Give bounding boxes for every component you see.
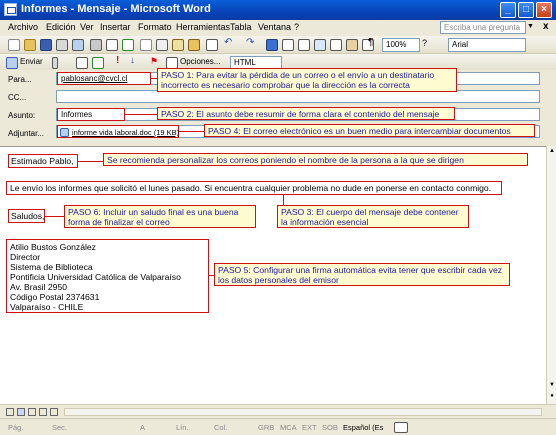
columns-icon[interactable]	[330, 39, 342, 51]
to-value: pablosanc@cvcl.cl	[61, 74, 128, 83]
minimize-button[interactable]: _	[500, 2, 516, 18]
send-icon[interactable]	[6, 57, 18, 69]
font-select[interactable]: Arial	[448, 38, 526, 52]
status-section: Sec.	[52, 423, 68, 432]
tables-borders-icon[interactable]	[282, 39, 294, 51]
maximize-button[interactable]: □	[518, 2, 534, 18]
insert-excel-icon[interactable]	[314, 39, 326, 51]
status-ext[interactable]: EXT	[302, 423, 317, 432]
connector-paso6	[45, 216, 65, 217]
insert-table-icon[interactable]	[298, 39, 310, 51]
horizontal-scrollbar[interactable]	[64, 408, 542, 416]
cut-icon[interactable]	[156, 39, 168, 51]
status-line: Lín.	[176, 423, 189, 432]
email-icon[interactable]	[72, 39, 84, 51]
reading-view-icon[interactable]	[50, 408, 58, 416]
status-bar	[0, 418, 556, 435]
attach-value[interactable]: informe vida laboral.doc (19 KB)	[72, 128, 180, 137]
signature-line: Director	[10, 252, 41, 262]
menu-herramientas[interactable]: Herramientas	[176, 22, 231, 32]
address-book-icon[interactable]	[76, 57, 88, 69]
check-names-icon[interactable]	[92, 57, 104, 69]
callout-paso4: PASO 4: El correo electrónico es un buen medio para intercambiar documentos	[204, 124, 535, 137]
drawing-icon[interactable]	[346, 39, 358, 51]
connector-paso4	[179, 131, 205, 132]
connector-greeting	[78, 161, 104, 162]
print-layout-icon[interactable]	[28, 408, 36, 416]
callout-paso1: PASO 1: Para evitar la pérdida de un correo o el envío a un destinatario incorrecto es necesario comprobar que la dirección es la correcta	[157, 68, 457, 92]
status-grb[interactable]: GRB	[258, 423, 275, 432]
new-document-icon[interactable]	[8, 39, 20, 51]
save-icon[interactable]	[40, 39, 52, 51]
status-a: A	[140, 423, 146, 432]
paste-icon[interactable]	[188, 39, 200, 51]
menu-bar	[0, 20, 556, 36]
signature-line: Valparaíso - CHILE	[10, 302, 84, 312]
to-label[interactable]: Para...	[8, 75, 32, 84]
callout-paso2: PASO 2: El asunto debe resumir de forma clara el contenido del mensaje	[157, 107, 455, 120]
importance-high-icon[interactable]: !	[116, 55, 120, 66]
message-body[interactable]	[0, 146, 546, 404]
closing-text: Saludos,	[11, 211, 45, 221]
flag-icon[interactable]: ⚑	[150, 56, 159, 66]
copy-icon[interactable]	[172, 39, 184, 51]
attach-label[interactable]: Adjuntar...	[8, 129, 45, 138]
menu-formato[interactable]: Formato	[138, 22, 172, 32]
status-page: Pág.	[8, 423, 24, 432]
format-select[interactable]: HTML	[230, 56, 282, 70]
subject-value: Informes	[61, 110, 93, 119]
close-button[interactable]: ×	[536, 2, 552, 18]
undo-icon[interactable]: ↶	[224, 37, 233, 48]
scroll-up-icon[interactable]: ▲	[549, 148, 555, 154]
status-mca[interactable]: MCA	[280, 423, 297, 432]
status-column: Col.	[214, 423, 228, 432]
send-button[interactable]: Enviar	[20, 57, 43, 66]
message-text: Le envío los informes que solicitó el lunes pasado. Si encuentra cualquier problema no dude en ponerse en contacto conmigo.	[10, 183, 492, 193]
cc-label[interactable]: CC...	[8, 93, 27, 102]
signature-line: Sistema de Biblioteca	[10, 262, 93, 272]
options-button[interactable]: Opciones...	[180, 57, 221, 66]
help-icon[interactable]: ?	[422, 38, 428, 48]
browse-object-icon[interactable]: ●	[550, 393, 554, 399]
callout-paso6: PASO 6: Incluir un saludo final es una buena forma de finalizar el correo	[64, 205, 256, 228]
importance-low-icon[interactable]: ↓	[130, 55, 135, 66]
document-close-button[interactable]: x	[543, 21, 549, 32]
callout-paso5: PASO 5: Configurar una firma automática evita tener que escribir cada vez los datos personales del emisor	[214, 263, 510, 286]
attach-icon[interactable]	[52, 57, 58, 69]
print-preview-icon[interactable]	[106, 39, 118, 51]
print-icon[interactable]	[90, 39, 102, 51]
title-bar	[0, 0, 556, 20]
greeting-text: Estimado Pablo,	[11, 156, 74, 166]
spelling-icon[interactable]	[122, 39, 134, 51]
signature-line: Pontificia Universidad Católica de Valparaíso	[10, 272, 181, 282]
normal-view-icon[interactable]	[6, 408, 14, 416]
status-sob[interactable]: SOB	[322, 423, 338, 432]
hyperlink-icon[interactable]	[266, 39, 278, 51]
scroll-down-icon[interactable]: ▼	[549, 382, 555, 388]
menu-tabla[interactable]: Tabla	[230, 22, 252, 32]
callout-greeting: Se recomienda personalizar los correos poniendo el nombre de la persona a la que se dirigen	[103, 153, 528, 166]
word-document-icon	[60, 128, 69, 137]
web-view-icon[interactable]	[17, 408, 25, 416]
open-folder-icon[interactable]	[24, 39, 36, 51]
ask-dropdown-icon[interactable]: ▼	[527, 23, 534, 30]
redo-icon[interactable]: ↷	[246, 37, 255, 48]
outline-view-icon[interactable]	[39, 408, 47, 416]
ask-question-input[interactable]: Escriba una pregunta	[440, 21, 526, 34]
subject-label: Asunto:	[8, 111, 36, 120]
show-hide-icon[interactable]: ¶	[368, 37, 374, 48]
format-painter-icon[interactable]	[206, 39, 218, 51]
connector-paso2	[125, 114, 158, 115]
spelling-status-icon[interactable]	[394, 422, 408, 433]
word-app-icon[interactable]	[4, 3, 17, 16]
view-bar	[0, 404, 556, 418]
signature-line: Código Postal 2374631	[10, 292, 100, 302]
zoom-select[interactable]: 100%	[382, 38, 420, 52]
research-icon[interactable]	[140, 39, 152, 51]
connector-paso3	[283, 195, 284, 205]
status-language[interactable]: Español (Es	[343, 423, 384, 432]
callout-paso3: PASO 3: El cuerpo del mensaje debe contener la información esencial	[277, 205, 469, 228]
vertical-scrollbar[interactable]	[546, 146, 556, 404]
menu-help[interactable]: ?	[294, 22, 300, 32]
menu-edicion[interactable]: Edición	[46, 22, 76, 32]
menu-archivo[interactable]: Archivo	[8, 22, 39, 32]
menu-ver[interactable]: Ver	[80, 22, 94, 32]
signature-line: Atilio Bustos González	[10, 242, 96, 252]
standard-toolbar	[0, 36, 556, 54]
permission-icon[interactable]	[56, 39, 68, 51]
menu-insertar[interactable]: Insertar	[100, 22, 131, 32]
signature-line: Av. Brasil 2950	[10, 282, 68, 292]
window-title: Informes - Mensaje - Microsoft Word	[21, 3, 211, 15]
menu-ventana[interactable]: Ventana	[258, 22, 292, 32]
